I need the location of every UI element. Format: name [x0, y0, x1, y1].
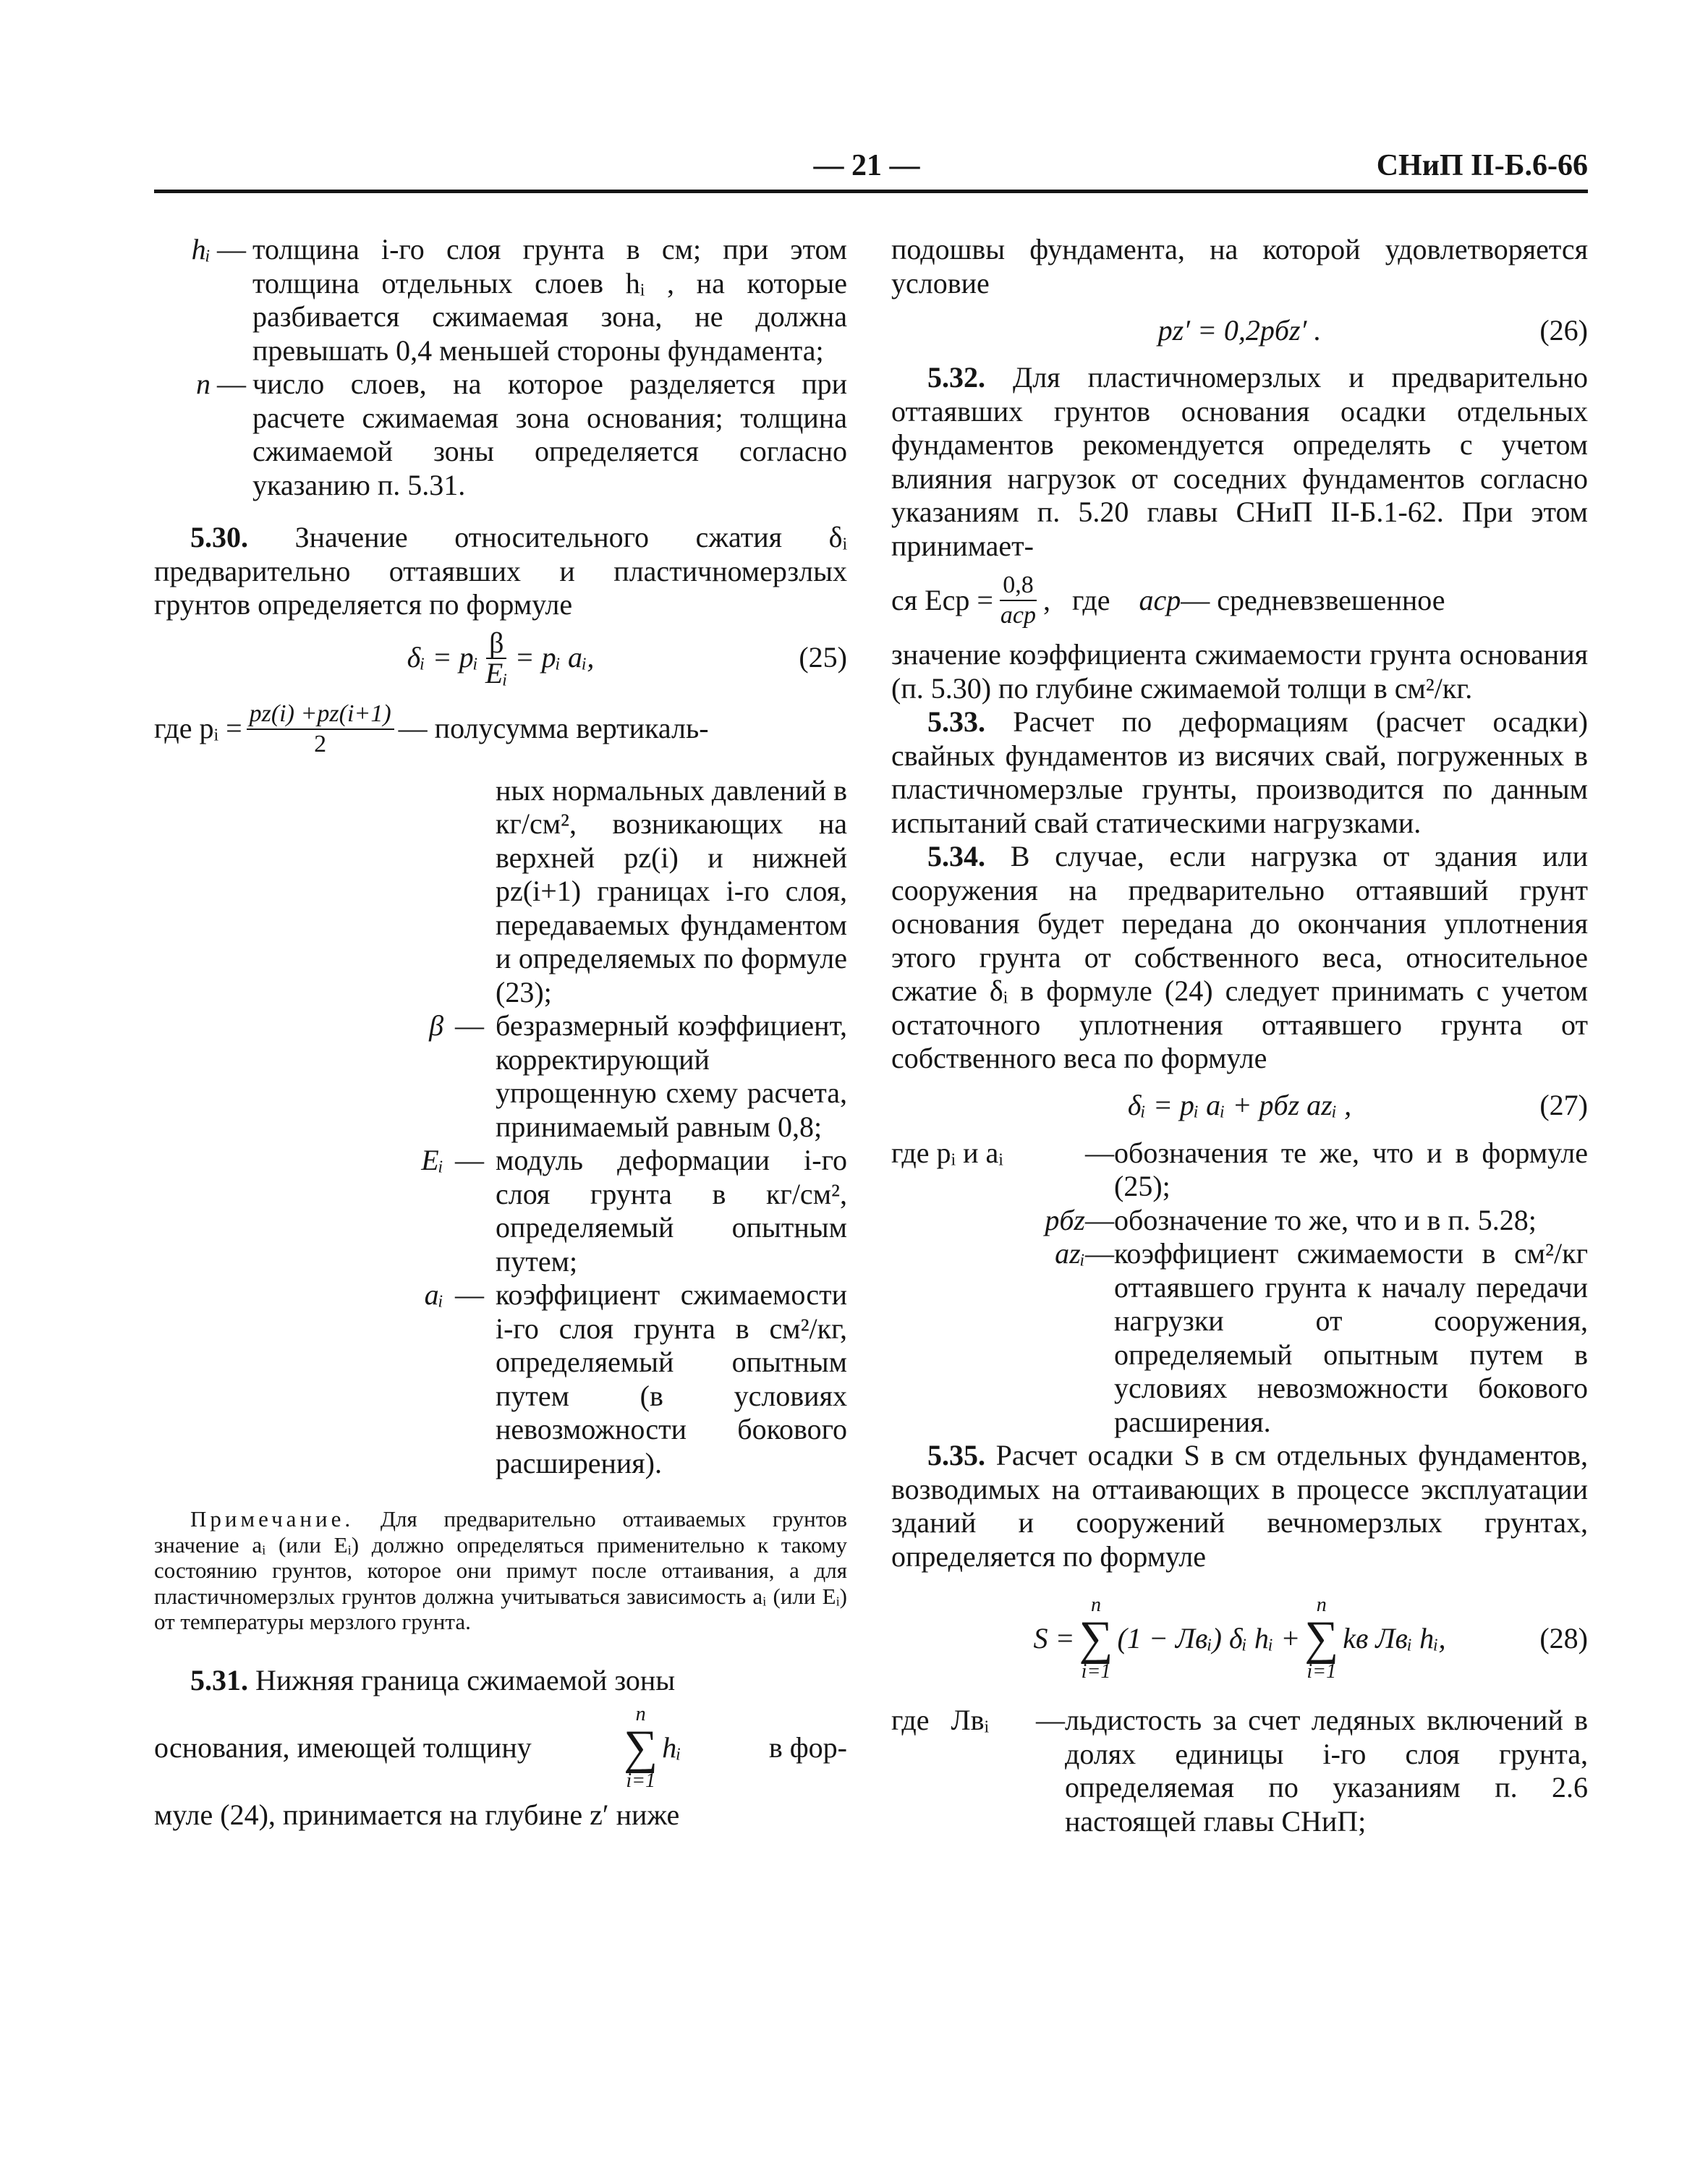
denominator: 2 — [314, 730, 327, 757]
definition-text: обозначения те же, что и в формуле (25); — [1114, 1136, 1588, 1202]
paragraph-5-31-line1 — [154, 1664, 847, 1698]
definition-p-i-a-i: где pᵢ и aᵢ — обозначения те же, что и в формуле (25); — [891, 1136, 1588, 1202]
definition-text: безразмерный коэффициент, корректирующий упрощенную схему расчета, принимаемый равным 0,8; — [496, 1009, 847, 1143]
definition-E-i: Eᵢ — модуль деформации i-го слоя грунта в кг/см², определяемый опытным путем; — [154, 1144, 847, 1278]
sum-symbol — [624, 1704, 658, 1792]
symbol-E-i: Eᵢ — [421, 1144, 443, 1176]
note — [154, 1506, 847, 1635]
definition-h-i: hᵢ — толщина i-го слоя грунта в см; при этом толщина отдельных слоев hᵢ , на которые разбивается сжимаемая зона, не должна превышать 0,4 меньшей стороны фундамента; — [154, 233, 847, 368]
note-text: Для предварительно оттаиваемых грунтов значение aᵢ (или Eᵢ) должно определяться применительно к такому состоянию грунтов, которое они примут после оттаивания, а для пластичномерзлых грунтов должна учитываться зависимость aᵢ (или Eᵢ) от температуры мерзлого грунта. — [154, 1506, 847, 1634]
sum-lower-limit: i=1 — [1081, 1660, 1111, 1683]
continuation-text: подошвы фундамента, на которой удовлетворяется условие — [891, 233, 1588, 300]
sum-lower-limit: i=1 — [1307, 1660, 1337, 1683]
sigma-icon: ∑ — [624, 1721, 658, 1774]
sum-h-i — [619, 1704, 681, 1792]
clause-number: 5.34. — [927, 840, 985, 872]
sigma-icon: ∑ — [1079, 1612, 1113, 1665]
clause-text: в фор- — [768, 1730, 847, 1764]
clause-text: ся Eср = — [891, 583, 993, 616]
definition-text: модуль деформации i-го слоя грунта в кг/см², определяемый опытным путем; — [496, 1144, 847, 1278]
definition-text: коэффициент сжимаемости в см²/кг оттаявшего грунта к началу передачи нагрузки от сооружения, определяемый опытным путем в условиях невозможности бокового расширения. — [1114, 1237, 1588, 1438]
definition-text: число слоев, на которое разделяется при расчете сжимаемая зона основания; толщина сжимаемой зоны определяется согласно указанию п. 5.31. — [252, 368, 847, 501]
paragraph-5-34 — [891, 840, 1588, 1076]
clause-text: Значение относительного сжатия δᵢ предварительно оттаявших и пластичномерзлых грунтов определяется по формуле — [154, 521, 848, 621]
sum-upper-limit: n — [635, 1703, 646, 1725]
definition-text: коэффициент сжимаемости i-го слоя грунта в см²/кг, определяемый опытным путем (в условиях невозможности бокового расширения). — [496, 1278, 847, 1479]
where-lead: где pᵢ = — [154, 712, 242, 745]
clause-text: Для пластичномерзлых и предварительно оттаявших грунтов основания осадки отдельных фундаментов рекомендуется определять с учетом влияния нагрузок от соседних фундаментов согласно указаниям п. 5.20 главы СНиП II-Б.1-62. При этом принимает- — [891, 361, 1588, 562]
symbol-a-cp: aср — [1139, 583, 1181, 616]
sum-upper-limit: n — [1091, 1594, 1102, 1616]
right-column — [891, 233, 1588, 1838]
definition-text: обозначение то же, что и в п. 5.28; — [1114, 1203, 1537, 1236]
formula-number: (26) — [1539, 313, 1588, 347]
paragraph-5-35 — [891, 1439, 1588, 1573]
formula-term-2: kв Лвᵢ hᵢ, — [1343, 1621, 1446, 1655]
paragraph-5-32-tail: значение коэффициента сжимаемости грунта основания (п. 5.30) по глубине сжимаемой толщи в см²/кг. — [891, 638, 1588, 705]
clause-text: В случае, если нагрузка от здания или сооружения на предварительно оттаявший грунт основания будет передана до окончания уплотнения этого грунта от собственного веса, относительное сжатие δᵢ в формуле (24) следует принимать с учетом остаточного уплотнения оттаявшего грунта от собственного веса по формуле — [891, 840, 1588, 1074]
sum-symbol-1 — [1079, 1594, 1113, 1683]
paragraph-5-32 — [891, 361, 1588, 563]
paragraph-5-31-line2 — [154, 1697, 847, 1798]
clause-number: 5.30. — [190, 521, 248, 553]
clause-number: 5.32. — [927, 361, 985, 394]
formula-lhs: S = — [1033, 1621, 1075, 1655]
formula-26 — [891, 300, 1588, 361]
where-tail: — полусумма вертикаль- — [398, 712, 709, 745]
formula-28 — [891, 1573, 1588, 1704]
symbol-a-i: aᵢ — [424, 1278, 443, 1311]
page-number: — 21 — — [813, 149, 920, 182]
numerator: β — [486, 629, 506, 659]
formula-27 — [891, 1076, 1588, 1137]
clause-text: , где — [1043, 583, 1110, 616]
formula-number: (27) — [1539, 1089, 1588, 1122]
formula-number: (25) — [799, 641, 847, 674]
symbol-n: n — [196, 368, 211, 400]
formula-number: (28) — [1539, 1621, 1588, 1655]
definition-a-zi: azᵢ — коэффициент сжимаемости в см²/кг оттаявшего грунта к началу передачи нагрузки от сооружения, определяемый опытным путем в условиях невозможности бокового расширения. — [891, 1237, 1588, 1439]
symbol-a-zi: azᵢ — [1055, 1237, 1085, 1270]
denominator: aср — [1000, 602, 1036, 629]
paragraph-5-31-line3: муле (24), принимается на глубине z′ ниже — [154, 1798, 680, 1831]
paragraph-5-30 — [154, 521, 847, 622]
symbol-p-i-a-i: где pᵢ и aᵢ — [891, 1136, 1003, 1169]
symbol-L-vi: где Лвᵢ — [891, 1704, 990, 1736]
document-code: СНиП II-Б.6-66 — [1376, 149, 1588, 182]
sum-upper-limit: n — [1316, 1594, 1327, 1616]
where-p-i-continuation: ных нормальных давлений в кг/см², возникающих на верхней pz(i) и нижней pz(i+1) границах i-го слоя, передаваемых фундаментом и определяемых по формуле (23); — [496, 773, 847, 1008]
denominator: Eᵢ — [485, 656, 508, 689]
sum-symbol-2 — [1304, 1594, 1338, 1683]
definition-L-vi: где Лвᵢ — льдистость за счет ледяных включений в долях единицы i-го слоя грунта, определяемая по указаниям п. 2.6 настоящей главы СНиП; — [891, 1704, 1588, 1838]
definition-n: n — число слоев, на которое разделяется при расчете сжимаемая зона основания; толщина сжимаемой зоны определяется согласно указанию п. 5.31. — [154, 368, 847, 502]
numerator: 0,8 — [1000, 571, 1037, 601]
p532-formula-line — [891, 563, 1588, 638]
header-rule — [154, 190, 1588, 193]
sigma-icon: ∑ — [1304, 1612, 1339, 1665]
clause-text: Расчет осадки S в см отдельных фундаментов, возводимых на оттаивающих в процессе эксплуатации зданий и сооружений вечномерзлых грунтах, определяется по формуле — [891, 1439, 1589, 1573]
numerator: pz(i) +pz(i+1) — [247, 700, 394, 730]
clause-text: — средневзвешенное — [1181, 583, 1445, 616]
sum-lower-limit: i=1 — [626, 1770, 656, 1792]
fraction — [247, 700, 394, 759]
clause-number: 5.33. — [927, 705, 985, 738]
formula-body: pz′ = 0,2pбz′ . — [1157, 313, 1322, 347]
definition-a-i: aᵢ — коэффициент сжимаемости i-го слоя грунта в см²/кг, определяемый опытным путем (в условиях невозможности бокового расширения). — [154, 1278, 847, 1480]
formula-25 — [154, 622, 847, 695]
formula-lhs: δᵢ = pᵢ — [407, 641, 478, 674]
definition-text: льдистость за счет ледяных включений в долях единицы i-го слоя грунта, определяемая по указаниям п. 2.6 настоящей главы СНиП; — [1065, 1704, 1588, 1838]
clause-number: 5.35. — [927, 1439, 985, 1471]
paragraph-5-33 — [891, 705, 1588, 840]
formula-term-1: (1 − Лвᵢ) δᵢ hᵢ + — [1117, 1621, 1301, 1655]
definition-beta: β — безразмерный коэффициент, корректирующий упрощенную схему расчета, принимаемый равным 0,8; — [154, 1009, 847, 1144]
clause-text: основания, имеющей толщину — [154, 1730, 532, 1764]
where-p-i — [154, 695, 847, 764]
fraction — [998, 571, 1039, 630]
definition-text: толщина i-го слоя грунта в см; при этом толщина отдельных слоев hᵢ , на которые разбивается сжимаемая зона, не должна превышать 0,4 меньшей стороны фундамента; — [252, 233, 847, 367]
formula-body: δᵢ = pᵢ aᵢ + pбz azᵢ , — [1127, 1089, 1352, 1122]
symbol-beta: β — [429, 1009, 443, 1042]
fraction — [483, 626, 511, 689]
clause-number: 5.31. — [190, 1663, 248, 1696]
left-column — [154, 233, 847, 1832]
sum-term: hᵢ — [662, 1730, 681, 1764]
formula-rhs: = pᵢ aᵢ, — [514, 641, 595, 674]
symbol-p-bz: pбz — [1045, 1203, 1085, 1236]
definition-p-bz: pбz — обозначение то же, что и в п. 5.28; — [891, 1204, 1588, 1238]
clause-text: Нижняя граница сжимаемой зоны — [255, 1663, 676, 1696]
symbol-h-i: hᵢ — [191, 233, 211, 266]
clause-text: Расчет по деформациям (расчет осадки) свайных фундаментов из висячих свай, погруженных в пластичномерзлые грунты, производится по данным испытаний свай статическими нагрузками. — [891, 705, 1588, 839]
note-label: Примечание. — [190, 1506, 354, 1532]
